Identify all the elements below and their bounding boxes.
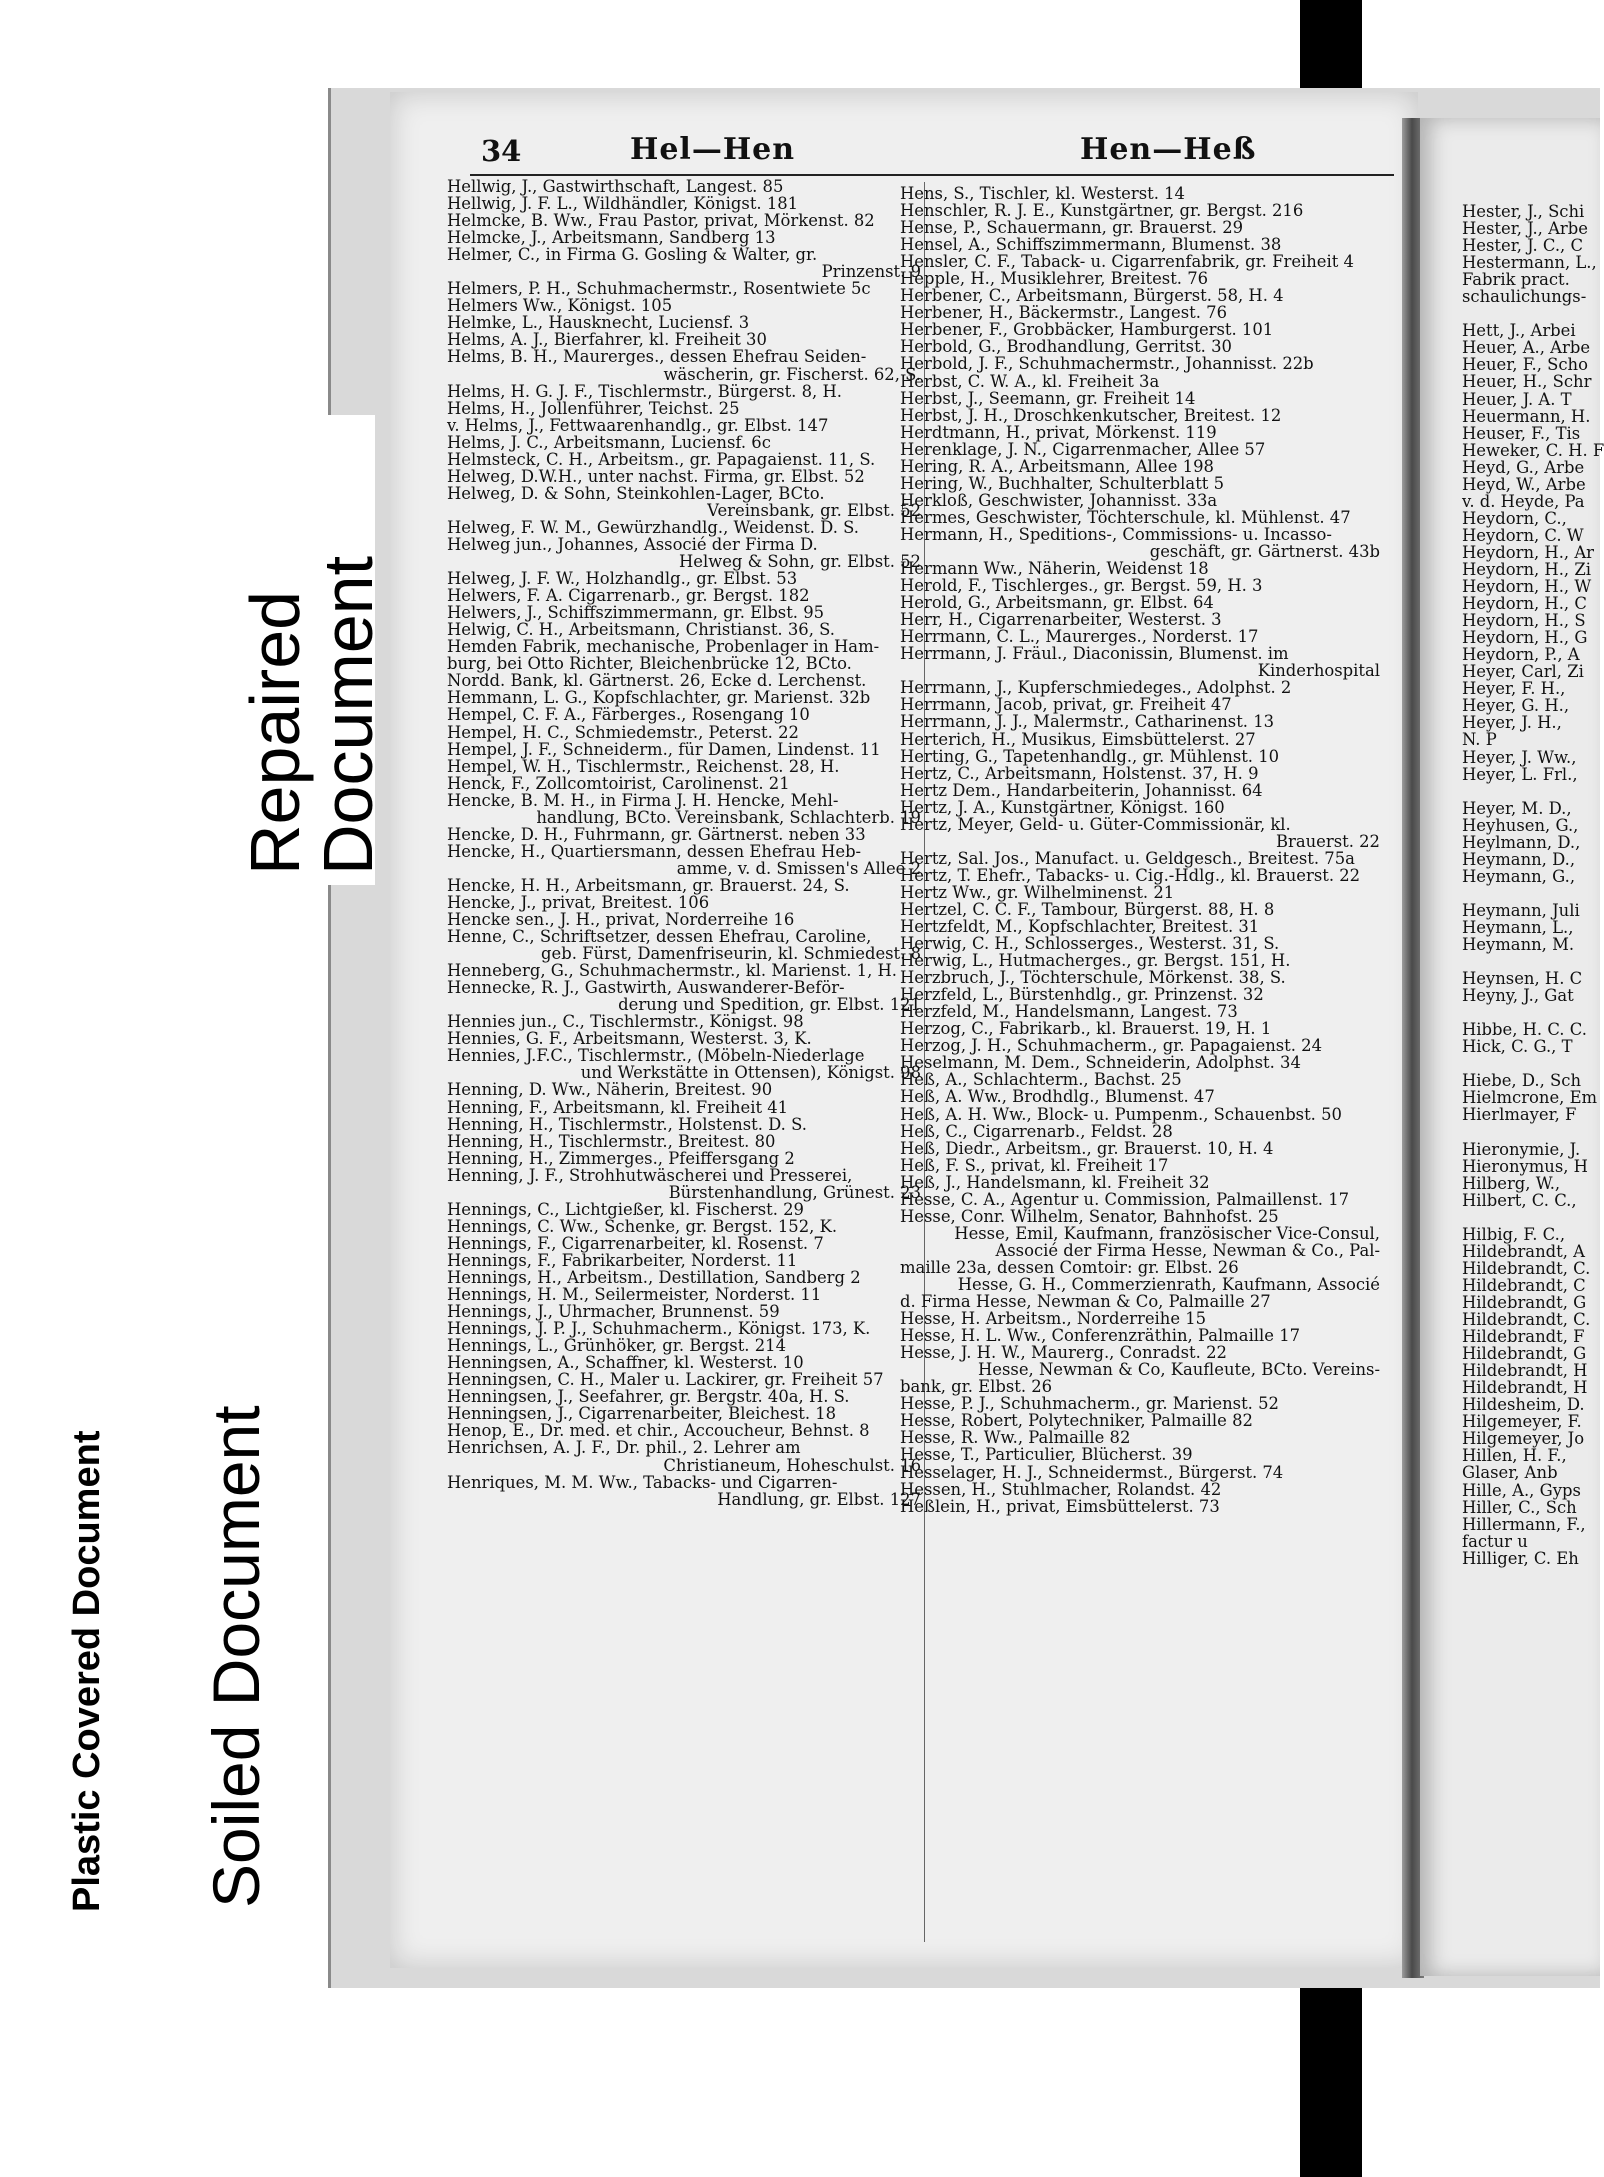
directory-entry-line: Hencke, H., Quartiersmann, dessen Ehefrau Heb-	[447, 841, 862, 861]
directory-entry-line: Hennings, F., Cigarrenarbeiter, kl. Rosenst. 7	[447, 1233, 824, 1253]
directory-entry-line: Helmcke, B. Ww., Frau Pastor, privat, Mörkenst. 82	[447, 211, 875, 231]
scanner-bar-bottom	[1300, 1978, 1362, 2177]
directory-entry-line: Hertz, Meyer, Geld- u. Güter-Commissionär, kl.	[900, 814, 1291, 834]
directory-entry-line: Heydorn, H., Zi	[1462, 559, 1591, 579]
directory-entry-line: Hencke sen., J. H., privat, Norderreihe 16	[447, 910, 795, 930]
directory-entry-line: Henop, E., Dr. med. et chir., Accoucheur, Behnst. 8	[447, 1421, 870, 1441]
directory-entry-line: Hennings, J. P. J., Schuhmacherm., Königst. 173, K.	[447, 1319, 871, 1339]
directory-entry-line: Hilbert, C. C.,	[1462, 1190, 1577, 1210]
directory-entry-line: Helms, H. G. J. F., Tischlermstr., Bürgerst. 8, H.	[447, 381, 842, 401]
directory-entry-line: Heß, A. Ww., Brodhdlg., Blumenst. 47	[900, 1087, 1215, 1107]
directory-entry-line: Hilgemeyer, F.	[1462, 1412, 1582, 1432]
directory-entry-line: Hierlmayer, F	[1462, 1105, 1577, 1125]
directory-entry-line: Herold, G., Arbeitsmann, gr. Elbst. 64	[900, 593, 1214, 613]
directory-entry-line: Hennings, F., Fabrikarbeiter, Norderst. 11	[447, 1250, 798, 1270]
directory-entry-line: Hester, J., Arbe	[1462, 219, 1588, 239]
directory-entry-line: Hepple, H., Musiklehrer, Breitest. 76	[900, 269, 1209, 289]
directory-entry-line: Heuermann, H.	[1462, 406, 1591, 426]
directory-entry-line: Heweker, C. H. F	[1462, 440, 1604, 460]
directory-entry-line: Heymann, M.	[1462, 935, 1575, 955]
directory-entry-line: Nordd. Bank, kl. Gärtnerst. 26, Ecke d. Lerchenst.	[447, 671, 867, 691]
directory-entry-line: Heydorn, H., C	[1462, 594, 1587, 614]
directory-entry-line: Herbener, F., Grobbäcker, Hamburgerst. 101	[900, 320, 1274, 340]
directory-entry-line: Hieronymus, H	[1462, 1156, 1588, 1176]
directory-entry-line: Associé der Firma Hesse, Newman & Co., Pal-	[995, 1240, 1380, 1260]
directory-entry-line: Hillen, H. F.,	[1462, 1446, 1567, 1466]
directory-entry-line: Hensel, A., Schiffszimmermann, Blumenst. 38	[900, 235, 1282, 255]
directory-entry-line: maille 23a, dessen Comtoir: gr. Elbst. 26	[900, 1257, 1239, 1277]
directory-entry-line: Hertz, C., Arbeitsmann, Holstenst. 37, H. 9	[900, 763, 1259, 783]
directory-entry-line: Hermes, Geschwister, Töchterschule, kl. Mühlenst. 47	[900, 507, 1351, 527]
directory-entry-line: Hildebrandt, F	[1462, 1327, 1585, 1347]
directory-entry-line: Herzog, J. H., Schuhmacherm., gr. Papagaienst. 24	[900, 1036, 1323, 1056]
directory-entry-line: Hildebrandt, H	[1462, 1378, 1588, 1398]
directory-entry-line	[1462, 885, 1600, 902]
directory-entry-line: Hesse, R. Ww., Palmaille 82	[900, 1428, 1131, 1448]
directory-entry-line: Heyd, W., Arbe	[1462, 474, 1586, 494]
directory-entry-line: Henschler, R. J. E., Kunstgärtner, gr. Bergst. 216	[900, 201, 1304, 221]
directory-entry-line: Heß, C., Cigarrenarb., Feldst. 28	[900, 1121, 1173, 1141]
directory-entry-line: geb. Fürst, Damenfriseurin, kl. Schmiedest. 8	[541, 944, 921, 964]
directory-entry-line: Hesse, Robert, Polytechniker, Palmaille 82	[900, 1411, 1253, 1431]
directory-entry-line: Hesselager, H. J., Schneidermst., Bürgerst. 74	[900, 1462, 1284, 1482]
directory-entry-line: Herr, H., Cigarrenarbeiter, Westerst. 3	[900, 610, 1222, 630]
soiled-label-text: Soiled Document	[199, 1405, 273, 1908]
directory-entry-line: Herrmann, J. J., Malermstr., Catharinenst. 13	[900, 712, 1275, 732]
directory-entry-line: Henriques, M. M. Ww., Tabacks- und Cigarren-	[447, 1472, 838, 1492]
directory-entry-line: Hiller, C., Sch	[1462, 1497, 1577, 1517]
directory-entry-line: Heymann, G.,	[1462, 866, 1576, 886]
directory-entry-line: Heß, Diedr., Arbeitsm., gr. Brauerst. 10, H. 4	[900, 1138, 1274, 1158]
directory-entry-line: bank, gr. Elbst. 26	[900, 1377, 1053, 1397]
directory-entry-line: Heyer, L. Frl.,	[1462, 764, 1578, 784]
directory-entry-line: Herzfeld, M., Handelsmann, Langest. 73	[900, 1002, 1238, 1022]
directory-entry-line: schaulichungs-	[1462, 287, 1587, 307]
directory-entry-line: Hildebrandt, G	[1462, 1293, 1587, 1312]
directory-entry-line: Hencke, B. M. H., in Firma J. H. Hencke, Mehl-	[447, 790, 839, 810]
directory-entry-line: Henne, C., Schriftsetzer, dessen Ehefrau, Caroline,	[447, 927, 872, 947]
directory-entry-line: Hesse, Newman & Co, Kaufleute, BCto. Vereins-	[978, 1360, 1380, 1380]
directory-entry-line: burg, bei Otto Richter, Bleichenbrücke 12, BCto.	[447, 654, 852, 674]
directory-column-middle	[900, 185, 1380, 1515]
directory-entry-line: Hennings, C. Ww., Schenke, gr. Bergst. 152, K.	[447, 1216, 838, 1236]
directory-entry-line: Heuer, H., Schr	[1462, 372, 1592, 392]
directory-entry-line: Herbold, J. F., Schuhmachermstr., Johannisst. 22b	[900, 354, 1314, 374]
directory-entry-line: Heyer, Carl, Zi	[1462, 662, 1584, 682]
directory-entry-line: Heyer, J. Ww.,	[1462, 747, 1577, 767]
directory-entry-line: Hennings, H., Arbeitsm., Destillation, Sandberg 2	[447, 1268, 861, 1287]
directory-entry-line: Heydorn, H., G	[1462, 628, 1588, 648]
directory-entry-line: Hesse, G. H., Commerzienrath, Kaufmann, Associé	[957, 1275, 1380, 1294]
directory-entry-line: Herting, G., Tapetenhandlg., gr. Mühlenst. 10	[900, 746, 1280, 766]
directory-entry-line: Heymann, Juli	[1462, 900, 1580, 920]
directory-entry-line: Helmers, P. H., Schuhmachermstr., Rosentwiete 5c	[447, 279, 871, 299]
directory-entry-line: Hesse, H. Arbeitsm., Norderreihe 15	[900, 1309, 1207, 1329]
directory-entry-line: Herwig, C. H., Schlosserges., Westerst. 31, S.	[900, 934, 1280, 954]
directory-entry-line: Henning, H., Tischlermstr., Holstenst. D. S.	[447, 1114, 807, 1134]
directory-entry-line: Hering, R. A., Arbeitsmann, Allee 198	[900, 456, 1214, 476]
directory-entry-line: Herbst, C. W. A., kl. Freiheit 3a	[900, 371, 1160, 391]
directory-entry-line: Hennings, H. M., Seilermeister, Norderst. 11	[447, 1285, 822, 1305]
directory-entry-line: Herbener, C., Arbeitsmann, Bürgerst. 58, H. 4	[900, 286, 1284, 306]
directory-entry-line: Hermann, H., Speditions-, Commissions- u. Incasso-	[900, 524, 1332, 544]
directory-column-right-partial	[1462, 202, 1604, 1568]
page-number: 34	[481, 134, 522, 168]
directory-entry-line: Hildebrandt, H	[1462, 1361, 1588, 1381]
directory-entry-line: factur u	[1462, 1531, 1528, 1551]
directory-entry-line: Herbold, G., Brodhandlung, Gerritst. 30	[900, 337, 1232, 357]
directory-entry-line: Hencke, D. H., Fuhrmann, gr. Gärtnerst. neben 33	[447, 824, 866, 844]
directory-entry-line: Heselmann, M. Dem., Schneiderin, Adolphst. 34	[900, 1053, 1301, 1073]
directory-entry-line: Helweg, D.W.H., unter nachst. Firma, gr. Elbst. 52	[447, 466, 865, 486]
directory-entry-line: Henrichsen, A. J. F., Dr. phil., 2. Lehrer am	[447, 1438, 801, 1458]
directory-entry-line: Hertz Dem., Handarbeiterin, Johannisst. 64	[900, 780, 1263, 800]
directory-entry-line: Hennings, L., Grünhöker, gr. Bergst. 214	[447, 1336, 787, 1356]
directory-entry-line: Helweg & Sohn, gr. Elbst. 52	[678, 552, 921, 572]
directory-entry-line: Hildesheim, D.	[1462, 1395, 1585, 1415]
directory-entry-line: Helwers, F. A. Cigarrenarb., gr. Bergst. 182	[447, 586, 810, 606]
directory-entry-line: Bürstenhandlung, Grünest. 23	[668, 1182, 921, 1202]
directory-entry-line: Henningsen, J., Cigarrenarbeiter, Bleichest. 18	[447, 1404, 837, 1424]
running-head-left: Hel—Hen	[630, 132, 796, 167]
directory-entry-line	[1462, 783, 1600, 800]
directory-entry-line: Helweg jun., Johannes, Associé der Firma D.	[447, 534, 818, 554]
directory-entry-line: Heyer, J. H.,	[1462, 713, 1562, 733]
directory-entry-line: Helmsteck, C. H., Arbeitsm., gr. Papagaienst. 11, S.	[447, 449, 876, 469]
directory-entry-line: Henneberg, G., Schuhmachermstr., kl. Marienst. 1, H.	[447, 961, 898, 981]
directory-entry-line: Hencke, H. H., Arbeitsmann, gr. Brauerst. 24, S.	[447, 875, 850, 895]
directory-entry-line: Hieronymie, J.	[1462, 1139, 1581, 1159]
repaired-label-line2: Document	[309, 555, 387, 875]
directory-entry-line: Hesse, P. J., Schuhmacherm., gr. Marienst. 52	[900, 1394, 1279, 1414]
directory-entry-line: Henningsen, A., Schaffner, kl. Westerst. 10	[447, 1353, 804, 1373]
directory-entry-line: Hesse, C. A., Agentur u. Commission, Palmaillenst. 17	[900, 1189, 1350, 1209]
directory-entry-line: Glaser, Anb	[1462, 1463, 1558, 1483]
directory-entry-line: d. Firma Hesse, Newman & Co, Palmaille 27	[900, 1292, 1271, 1312]
directory-entry-line: Hester, J., Schi	[1462, 202, 1585, 221]
directory-entry-line: Hertz, Sal. Jos., Manufact. u. Geldgesch., Breitest. 75a	[900, 848, 1355, 868]
directory-entry-line: Helweg, F. W. M., Gewürzhandlg., Weidenst. D. S.	[447, 517, 859, 537]
directory-entry-line	[1462, 1209, 1600, 1226]
directory-entry-line: Heyny, J., Gat	[1462, 986, 1574, 1006]
directory-entry-line: v. Helms, J., Fettwaarenhandlg., gr. Elbst. 147	[447, 415, 829, 435]
directory-entry-line: Heyer, G. H.,	[1462, 696, 1570, 716]
directory-entry-line: Prinzenst. 9	[821, 262, 921, 282]
directory-entry-line: Herbst, J., Seemann, gr. Freiheit 14	[900, 388, 1196, 408]
directory-entry-line: Hildebrandt, C.	[1462, 1258, 1591, 1278]
directory-entry-line: Hemmann, L. G., Kopfschlachter, gr. Marienst. 32b	[447, 688, 871, 708]
directory-entry-line: Hempel, W. H., Tischlermstr., Reichenst. 28, H.	[447, 756, 840, 776]
directory-entry-line: Hildebrandt, C	[1462, 1275, 1586, 1295]
directory-entry-line: Heylmann, D.,	[1462, 832, 1581, 852]
directory-entry-line: Hertzfeldt, M., Kopfschlachter, Breitest. 31	[900, 917, 1260, 937]
directory-entry-line: v. d. Heyde, Pa	[1462, 491, 1585, 511]
directory-entry-line: Heydorn, P., A	[1462, 645, 1580, 665]
directory-entry-line: Heyer, M. D.,	[1462, 798, 1572, 818]
directory-entry-line: Hellwig, J., Gastwirthschaft, Langest. 85	[447, 177, 784, 196]
directory-entry-line: Helmer, C., in Firma G. Gosling & Walter, gr.	[447, 245, 818, 265]
directory-entry-line: Heß, A., Schlachterm., Bachst. 25	[900, 1070, 1182, 1090]
directory-entry-line: Hempel, J. F., Schneiderm., für Damen, Lindenst. 11	[447, 739, 881, 759]
directory-entry-line: Hennings, J., Uhrmacher, Brunnenst. 59	[447, 1302, 780, 1322]
directory-entry-line: Hildebrandt, A	[1462, 1241, 1585, 1261]
directory-entry-line: Hessen, H., Stuhlmacher, Rolandst. 42	[900, 1479, 1222, 1499]
directory-entry-line: Hesse, H. L. Ww., Conferenzräthin, Palmaille 17	[900, 1326, 1301, 1346]
directory-entry-line: N. P	[1462, 730, 1497, 750]
running-head-right: Hen—Heß	[1080, 132, 1257, 167]
directory-entry-line: Handlung, gr. Elbst. 127	[717, 1489, 921, 1509]
repaired-document-label	[205, 415, 387, 885]
directory-entry-line: Herrmann, J. Fräul., Diaconissin, Blumenst. im	[900, 644, 1289, 664]
directory-entry-line	[1462, 1124, 1600, 1141]
directory-entry-line: Hilberg, W.,	[1462, 1173, 1561, 1193]
directory-entry-line: Hildebrandt, C.	[1462, 1310, 1591, 1330]
directory-entry-line: Herenklage, J. N., Cigarrenmacher, Allee 57	[900, 439, 1266, 459]
plastic-covered-document-label	[48, 1290, 144, 1920]
directory-entry-line: Hennies jun., C., Tischlermstr., Königst. 98	[447, 1012, 804, 1032]
directory-entry-line: Herzog, C., Fabrikarb., kl. Brauerst. 19, H. 1	[900, 1019, 1272, 1039]
directory-entry-line: Hennings, C., Lichtgießer, kl. Fischerst. 29	[447, 1199, 804, 1219]
directory-entry-line: Helweg, J. F. W., Holzhandlg., gr. Elbst. 53	[447, 569, 798, 589]
directory-entry-line: Herbener, H., Bäckermstr., Langest. 76	[900, 303, 1228, 323]
directory-entry-line: Henck, F., Zollcomtoirist, Carolinenst. 21	[447, 773, 790, 793]
directory-entry-line: Hens, S., Tischler, kl. Westerst. 14	[900, 184, 1185, 203]
directory-entry-line: Hestermann, L.,	[1462, 253, 1597, 273]
directory-entry-line: Hensler, C. F., Taback- u. Cigarrenfabrik, gr. Freiheit 4	[900, 252, 1354, 272]
directory-entry-line: Herdtmann, H., privat, Mörkenst. 119	[900, 422, 1217, 442]
directory-entry-line: handlung, BCto. Vereinsbank, Schlachterb. 19	[536, 807, 921, 827]
directory-entry-line: Hillermann, F.,	[1462, 1514, 1586, 1534]
directory-entry-line: Henning, H., Tischlermstr., Breitest. 80	[447, 1131, 776, 1151]
directory-entry-line: Heydorn, H., W	[1462, 577, 1592, 597]
directory-entry-line: Hesse, J. H. W., Maurerg., Conradst. 22	[900, 1343, 1227, 1363]
directory-entry-line: Herbst, J. H., Droschkenkutscher, Breitest. 12	[900, 405, 1282, 425]
directory-entry-line: Hertz Ww., gr. Wilhelminenst. 21	[900, 882, 1175, 902]
directory-entry-line: Hennies, J.F.C., Tischlermstr., (Möbeln-Niederlage	[447, 1046, 865, 1066]
directory-entry-line: Heuser, F., Tis	[1462, 423, 1581, 443]
directory-entry-line: Henning, J. F., Strohhutwäscherei und Presserei,	[447, 1165, 853, 1185]
directory-entry-line: Helweg, D. & Sohn, Steinkohlen-Lager, BCto.	[447, 483, 825, 503]
directory-entry-line: Hester, J. C., C	[1462, 236, 1583, 256]
directory-entry-line: Heuer, J. A. T	[1462, 389, 1572, 409]
directory-entry-line: Helms, B. H., Maurerges., dessen Ehefrau Seiden-	[447, 347, 867, 367]
directory-entry-line: Hilliger, C. Eh	[1462, 1548, 1579, 1568]
directory-entry-line: geschäft, gr. Gärtnerst. 43b	[1149, 541, 1380, 561]
directory-entry-line: Heyhusen, G.,	[1462, 815, 1579, 835]
directory-entry-line: Helms, J. C., Arbeitsmann, Luciensf. 6c	[447, 432, 771, 452]
directory-entry-line: Heyd, G., Arbe	[1462, 457, 1585, 477]
directory-entry-line: Heydorn, H., S	[1462, 611, 1586, 631]
directory-entry-line: Hennies, G. F., Arbeitsmann, Westerst. 3, K.	[447, 1029, 812, 1049]
directory-entry-line: Hertz, J. A., Kunstgärtner, Königst. 160	[900, 797, 1225, 817]
directory-entry-line: Hempel, C. F. A., Färberges., Rosengang 10	[447, 705, 810, 725]
directory-entry-line: Hielmcrone, Em	[1462, 1088, 1598, 1108]
directory-entry-line: Helwig, C. H., Arbeitsmann, Christianst. 36, S.	[447, 620, 835, 640]
directory-entry-line: amme, v. d. Smissen's Allee 2	[676, 858, 921, 878]
directory-entry-line: Helms, A. J., Bierfahrer, kl. Freiheit 30	[447, 330, 767, 350]
directory-entry-line: Heymann, L.,	[1462, 917, 1574, 937]
directory-entry-line: Fabrik pract.	[1462, 270, 1570, 290]
directory-entry-line: Vereinsbank, gr. Elbst. 52	[707, 500, 921, 520]
directory-entry-line: Christianeum, Hoheschulst. 16	[663, 1455, 921, 1475]
directory-entry-line: Hett, J., Arbei	[1462, 321, 1576, 341]
directory-entry-line: wäscherin, gr. Fischerst. 62, S.	[663, 364, 921, 384]
header-rule	[470, 174, 1394, 176]
directory-entry-line: Herold, F., Tischlerges., gr. Bergst. 59, H. 3	[900, 576, 1263, 596]
directory-entry-line: Heydorn, C. W	[1462, 525, 1584, 545]
directory-entry-line: Heßlein, H., privat, Eimsbüttelerst. 73	[900, 1496, 1220, 1516]
directory-entry-line: Helmke, L., Hausknecht, Luciensf. 3	[447, 313, 750, 333]
directory-entry-line: Hille, A., Gyps	[1462, 1480, 1581, 1500]
directory-entry-line	[1462, 1055, 1600, 1072]
directory-entry-line: Herrmann, Jacob, privat, gr. Freiheit 47	[900, 695, 1232, 715]
directory-entry-line: Henning, H., Zimmerges., Pfeiffersgang 2	[447, 1148, 795, 1168]
directory-entry-line	[1462, 953, 1600, 970]
directory-entry-line: Herzfeld, L., Bürstenhdlg., gr. Prinzenst. 32	[900, 985, 1264, 1005]
directory-entry-line: Helwers, J., Schiffszimmermann, gr. Elbst. 95	[447, 603, 825, 623]
directory-entry-line: Hick, C. G., T	[1462, 1037, 1573, 1057]
directory-entry-line: Henningsen, J., Seefahrer, gr. Bergstr. 40a, H. S.	[447, 1387, 850, 1407]
directory-entry-line: Kinderhospital	[1257, 661, 1380, 681]
directory-entry-line: Henning, F., Arbeitsmann, kl. Freiheit 41	[447, 1097, 789, 1117]
directory-entry-line: derung und Spedition, gr. Elbst. 121	[618, 995, 921, 1015]
directory-entry-line: Herterich, H., Musikus, Eimsbüttelerst. 27	[900, 729, 1256, 749]
directory-entry-line: Hense, P., Schauermann, gr. Brauerst. 29	[900, 218, 1244, 238]
directory-entry-line: Helmers Ww., Königst. 105	[447, 296, 673, 316]
directory-entry-line: Henning, D. Ww., Näherin, Breitest. 90	[447, 1080, 773, 1100]
directory-entry-line: Hertz, T. Ehefr., Tabacks- u. Cig.-Hdlg., kl. Brauerst. 22	[900, 865, 1361, 885]
directory-entry-line: Hertzel, C. C. F., Tambour, Bürgerst. 88, H. 8	[900, 899, 1275, 919]
directory-entry-line: Hermann Ww., Näherin, Weidenst 18	[900, 559, 1209, 579]
directory-entry-line: Hesse, Emil, Kaufmann, französischer Vice-Consul,	[954, 1223, 1380, 1243]
directory-entry-line	[1462, 305, 1600, 322]
directory-entry-line: Herrmann, C. L., Maurerges., Norderst. 17	[900, 627, 1259, 647]
directory-entry-line: Hilbig, F. C.,	[1462, 1224, 1566, 1244]
repaired-label-line1: Repaired	[236, 590, 314, 875]
directory-entry-line: Hencke, J., privat, Breitest. 106	[447, 892, 710, 912]
directory-entry-line: Hesse, T., Particulier, Blücherst. 39	[900, 1445, 1193, 1465]
directory-entry-line: Hempel, H. C., Schmiedemstr., Peterst. 22	[447, 722, 799, 742]
directory-entry-line: Heuer, A., Arbe	[1462, 338, 1591, 358]
directory-entry-line: Helms, H., Jollenführer, Teichst. 25	[447, 398, 740, 418]
directory-entry-line: Heß, A. H. Ww., Block- u. Pumpenm., Schauenbst. 50	[900, 1104, 1342, 1124]
directory-entry-line: Hennecke, R. J., Gastwirth, Auswanderer-Beför-	[447, 978, 845, 998]
directory-entry-line: Heydorn, C.,	[1462, 508, 1567, 528]
directory-entry-line: Henningsen, C. H., Maler u. Lackirer, gr. Freiheit 57	[447, 1370, 884, 1390]
directory-entry-line: Heyer, F. H.,	[1462, 679, 1566, 699]
directory-entry-line: Heuer, F., Scho	[1462, 355, 1588, 375]
directory-entry-line: Helmcke, J., Arbeitsmann, Sandberg 13	[447, 228, 776, 248]
directory-entry-line: Brauerst. 22	[1275, 831, 1380, 851]
soiled-document-label	[184, 1290, 284, 1920]
directory-entry-line: Heynsen, H. C	[1462, 969, 1583, 989]
directory-entry-line: Hibbe, H. C. C.	[1462, 1020, 1587, 1040]
directory-entry-line: Herrmann, J., Kupferschmiedeges., Adolphst. 2	[900, 678, 1292, 698]
directory-entry-line: Heymann, D.,	[1462, 849, 1576, 869]
directory-entry-line: Heß, J., Handelsmann, kl. Freiheit 32	[900, 1172, 1210, 1192]
directory-entry-line: Hesse, Conr. Wilhelm, Senator, Bahnhofst. 25	[900, 1206, 1279, 1226]
directory-entry-line: Hellwig, J. F. L., Wildhändler, Königst. 181	[447, 194, 799, 214]
directory-entry-line: Hiebe, D., Sch	[1462, 1071, 1581, 1091]
directory-column-left	[447, 178, 921, 1508]
directory-entry-line: Heydorn, H., Ar	[1462, 542, 1595, 562]
directory-entry-line: Hemden Fabrik, mechanische, Probenlager in Ham-	[447, 637, 880, 657]
plastic-label-text: Plastic Covered Document	[66, 1430, 108, 1912]
directory-entry-line: Hildebrandt, G	[1462, 1344, 1587, 1364]
directory-entry-line: Heß, F. S., privat, kl. Freiheit 17	[900, 1155, 1169, 1175]
directory-entry-line: Herzbruch, J., Töchterschule, Mörkenst. 38, S.	[900, 968, 1286, 988]
directory-entry-line: Herkloß, Geschwister, Johannisst. 33a	[900, 490, 1218, 510]
directory-entry-line	[1462, 1004, 1600, 1021]
directory-entry-line: Hilgemeyer, Jo	[1462, 1429, 1585, 1449]
directory-entry-line: Hering, W., Buchhalter, Schulterblatt 5	[900, 473, 1225, 493]
directory-entry-line: Herwig, L., Hutmacherges., gr. Bergst. 151, H.	[900, 951, 1291, 971]
directory-entry-line: und Werkstätte in Ottensen), Königst. 98	[580, 1063, 921, 1083]
